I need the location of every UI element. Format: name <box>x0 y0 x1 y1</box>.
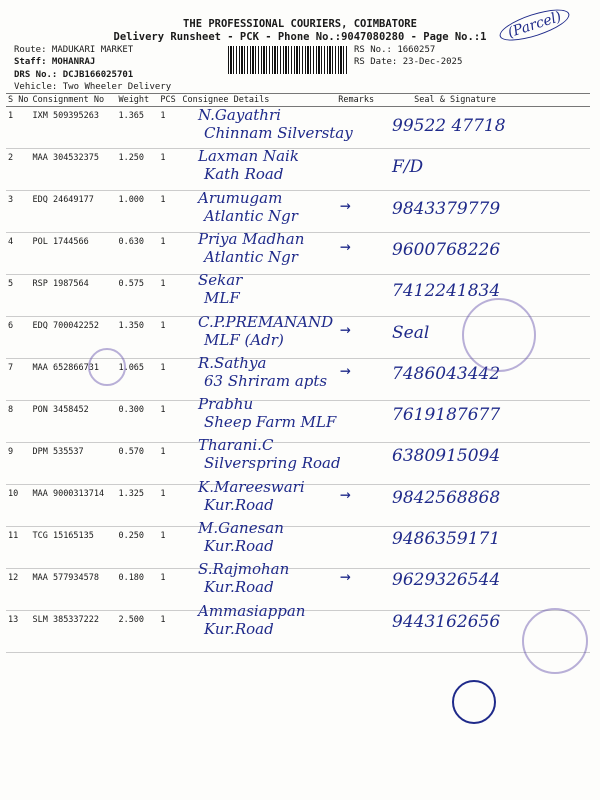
handwritten-signature: 9443162656 <box>392 611 501 632</box>
handwritten-name: Sekar <box>198 271 243 290</box>
handwritten-address: Sheep Farm MLF <box>204 413 337 432</box>
pieces: 1 <box>158 191 180 233</box>
row-sno: 6 <box>6 317 30 359</box>
vehicle-label: Vehicle: Two Wheeler Delivery <box>14 82 172 92</box>
row-sno: 10 <box>6 485 30 527</box>
consignment-number: MAA 577934578 <box>30 569 116 611</box>
handwritten-name: Laxman Naik <box>198 147 299 166</box>
row-sno: 8 <box>6 401 30 443</box>
arrow-icon: → <box>340 194 351 216</box>
handwritten-address: Chinnam Silverstay <box>204 124 353 142</box>
row-sno: 2 <box>6 149 30 191</box>
handwritten-signature: 7619187677 <box>392 405 501 426</box>
handwritten-address: Atlantic Ngr <box>204 206 298 225</box>
handwritten-name: Arumugam <box>198 188 283 207</box>
pieces: 1 <box>158 149 180 191</box>
row-sno: 5 <box>6 275 30 317</box>
col-sno: S No <box>8 95 29 105</box>
col-consignee: Consignee Details <box>180 94 336 107</box>
arrow-icon: → <box>340 235 351 257</box>
weight: 0.570 <box>116 443 158 485</box>
weight: 2.500 <box>116 611 158 653</box>
handwritten-address: Kur.Road <box>204 578 274 597</box>
pieces: 1 <box>158 611 180 653</box>
handwritten-name: Ammasiappan <box>198 601 306 620</box>
handwritten-name: R.Sathya <box>198 353 267 372</box>
pieces: 1 <box>158 317 180 359</box>
handwritten-name: Tharani.C <box>198 436 274 455</box>
handwritten-signature: 99522 47718 <box>392 116 506 136</box>
rs-number: RS No.: 1660257 <box>354 45 436 55</box>
weight: 1.065 <box>116 359 158 401</box>
weight: 0.180 <box>116 569 158 611</box>
handwritten-signature: 6380915094 <box>392 446 501 467</box>
seal-stamp-icon <box>462 298 536 372</box>
col-weight: Weight <box>116 94 158 107</box>
handwritten-address: 63 Shriram apts <box>204 371 328 390</box>
consignment-number: TCG 15165135 <box>30 527 116 569</box>
col-pcs: PCS <box>158 94 180 107</box>
consignment-number: POL 1744566 <box>30 233 116 275</box>
row-sno: 4 <box>6 233 30 275</box>
parcel-annotation: (Parcel) <box>496 3 573 47</box>
handwritten-address: MLF <box>204 289 240 308</box>
handwritten-name: S.Rajmohan <box>198 560 290 579</box>
consignment-number: IXM 509395263 <box>30 107 116 149</box>
table-row <box>6 527 590 569</box>
weight: 1.365 <box>116 107 158 149</box>
handwritten-name: Prabhu <box>198 395 254 414</box>
handwritten-address: Atlantic Ngr <box>204 247 298 266</box>
pieces: 1 <box>158 107 180 149</box>
handwritten-signature: 7412241834 <box>392 281 501 302</box>
consignment-number: EDQ 700042252 <box>30 317 116 359</box>
handwritten-name: M.Ganesan <box>198 519 284 537</box>
runsheet-subtitle: Delivery Runsheet - PCK - Phone No.:9047080280 - Page No.:1 <box>113 31 487 43</box>
pieces: 1 <box>158 275 180 317</box>
row-sno: 1 <box>6 107 30 149</box>
arrow-icon: → <box>340 318 351 340</box>
weight: 0.300 <box>116 401 158 443</box>
consignment-number: EDQ 24649177 <box>30 191 116 233</box>
handwritten-address: Silverspring Road <box>204 454 341 473</box>
consignment-number: MAA 304532375 <box>30 149 116 191</box>
pieces: 1 <box>158 359 180 401</box>
drs-number: DRS No.: DCJB166025701 <box>14 70 134 80</box>
pieces: 1 <box>158 569 180 611</box>
row-sno: 12 <box>6 569 30 611</box>
handwritten-name: K.Mareeswari <box>198 477 305 496</box>
runsheet-title: THE PROFESSIONAL COURIERS, COIMBATORE <box>183 18 417 30</box>
handwritten-name: Priya Madhan <box>198 229 305 248</box>
weight: 0.630 <box>116 233 158 275</box>
route-label: Route: MADUKARI MARKET <box>14 45 134 55</box>
weight: 1.250 <box>116 149 158 191</box>
initial-mark-icon <box>452 680 496 724</box>
handwritten-address: Kur.Road <box>204 495 274 514</box>
handwritten-signature: 9842568868 <box>392 487 501 508</box>
weight: 0.250 <box>116 527 158 569</box>
weight: 1.350 <box>116 317 158 359</box>
consignment-number: DPM 535537 <box>30 443 116 485</box>
pieces: 1 <box>158 527 180 569</box>
weight: 1.325 <box>116 485 158 527</box>
handwritten-signature: F/D <box>392 157 424 178</box>
handwritten-name: C.P.PREMANAND <box>198 312 334 331</box>
consignment-number: MAA 652866731 <box>30 359 116 401</box>
handwritten-address: Kur.Road <box>204 619 274 638</box>
pieces: 1 <box>158 443 180 485</box>
signature-cell <box>412 149 590 191</box>
col-consignment: Consignment No <box>30 94 116 107</box>
handwritten-address: Kur.Road <box>204 537 274 555</box>
col-remarks: Remarks <box>336 94 412 107</box>
handwritten-name: N.Gayathri <box>198 106 281 124</box>
handwritten-signature: 7486043442 <box>392 363 501 384</box>
consignment-number: RSP 1987564 <box>30 275 116 317</box>
consignment-number: MAA 9000313714 <box>30 485 116 527</box>
handwritten-signature: Seal <box>392 322 430 343</box>
handwritten-signature: 9843379779 <box>392 198 501 219</box>
handwritten-signature: 9486359171 <box>392 529 501 549</box>
company-stamp-icon <box>522 608 588 674</box>
handwritten-address: MLF (Adr) <box>204 330 284 349</box>
pieces: 1 <box>158 401 180 443</box>
handwritten-address: Kath Road <box>204 165 284 184</box>
row-sno: 9 <box>6 443 30 485</box>
col-seal: Seal & Signature <box>412 94 590 107</box>
pieces: 1 <box>158 485 180 527</box>
arrow-icon: → <box>340 566 351 588</box>
handwritten-signature: 9600768226 <box>392 239 501 260</box>
rs-date: RS Date: 23-Dec-2025 <box>354 57 463 67</box>
arrow-icon: → <box>340 359 351 381</box>
weight: 0.575 <box>116 275 158 317</box>
table-row <box>6 191 590 233</box>
ink-stamp-icon <box>88 348 126 386</box>
handwritten-signature: 9629326544 <box>392 570 501 591</box>
barcode-icon <box>228 46 348 74</box>
row-sno: 3 <box>6 191 30 233</box>
consignment-number: SLM 385337222 <box>30 611 116 653</box>
row-sno: 13 <box>6 611 30 653</box>
row-sno: 7 <box>6 359 30 401</box>
weight: 1.000 <box>116 191 158 233</box>
arrow-icon: → <box>340 483 351 505</box>
staff-label: Staff: MOHANRAJ <box>14 57 96 67</box>
consignment-number: PON 3458452 <box>30 401 116 443</box>
table-header-row <box>6 94 590 107</box>
row-sno: 11 <box>6 527 30 569</box>
pieces: 1 <box>158 233 180 275</box>
